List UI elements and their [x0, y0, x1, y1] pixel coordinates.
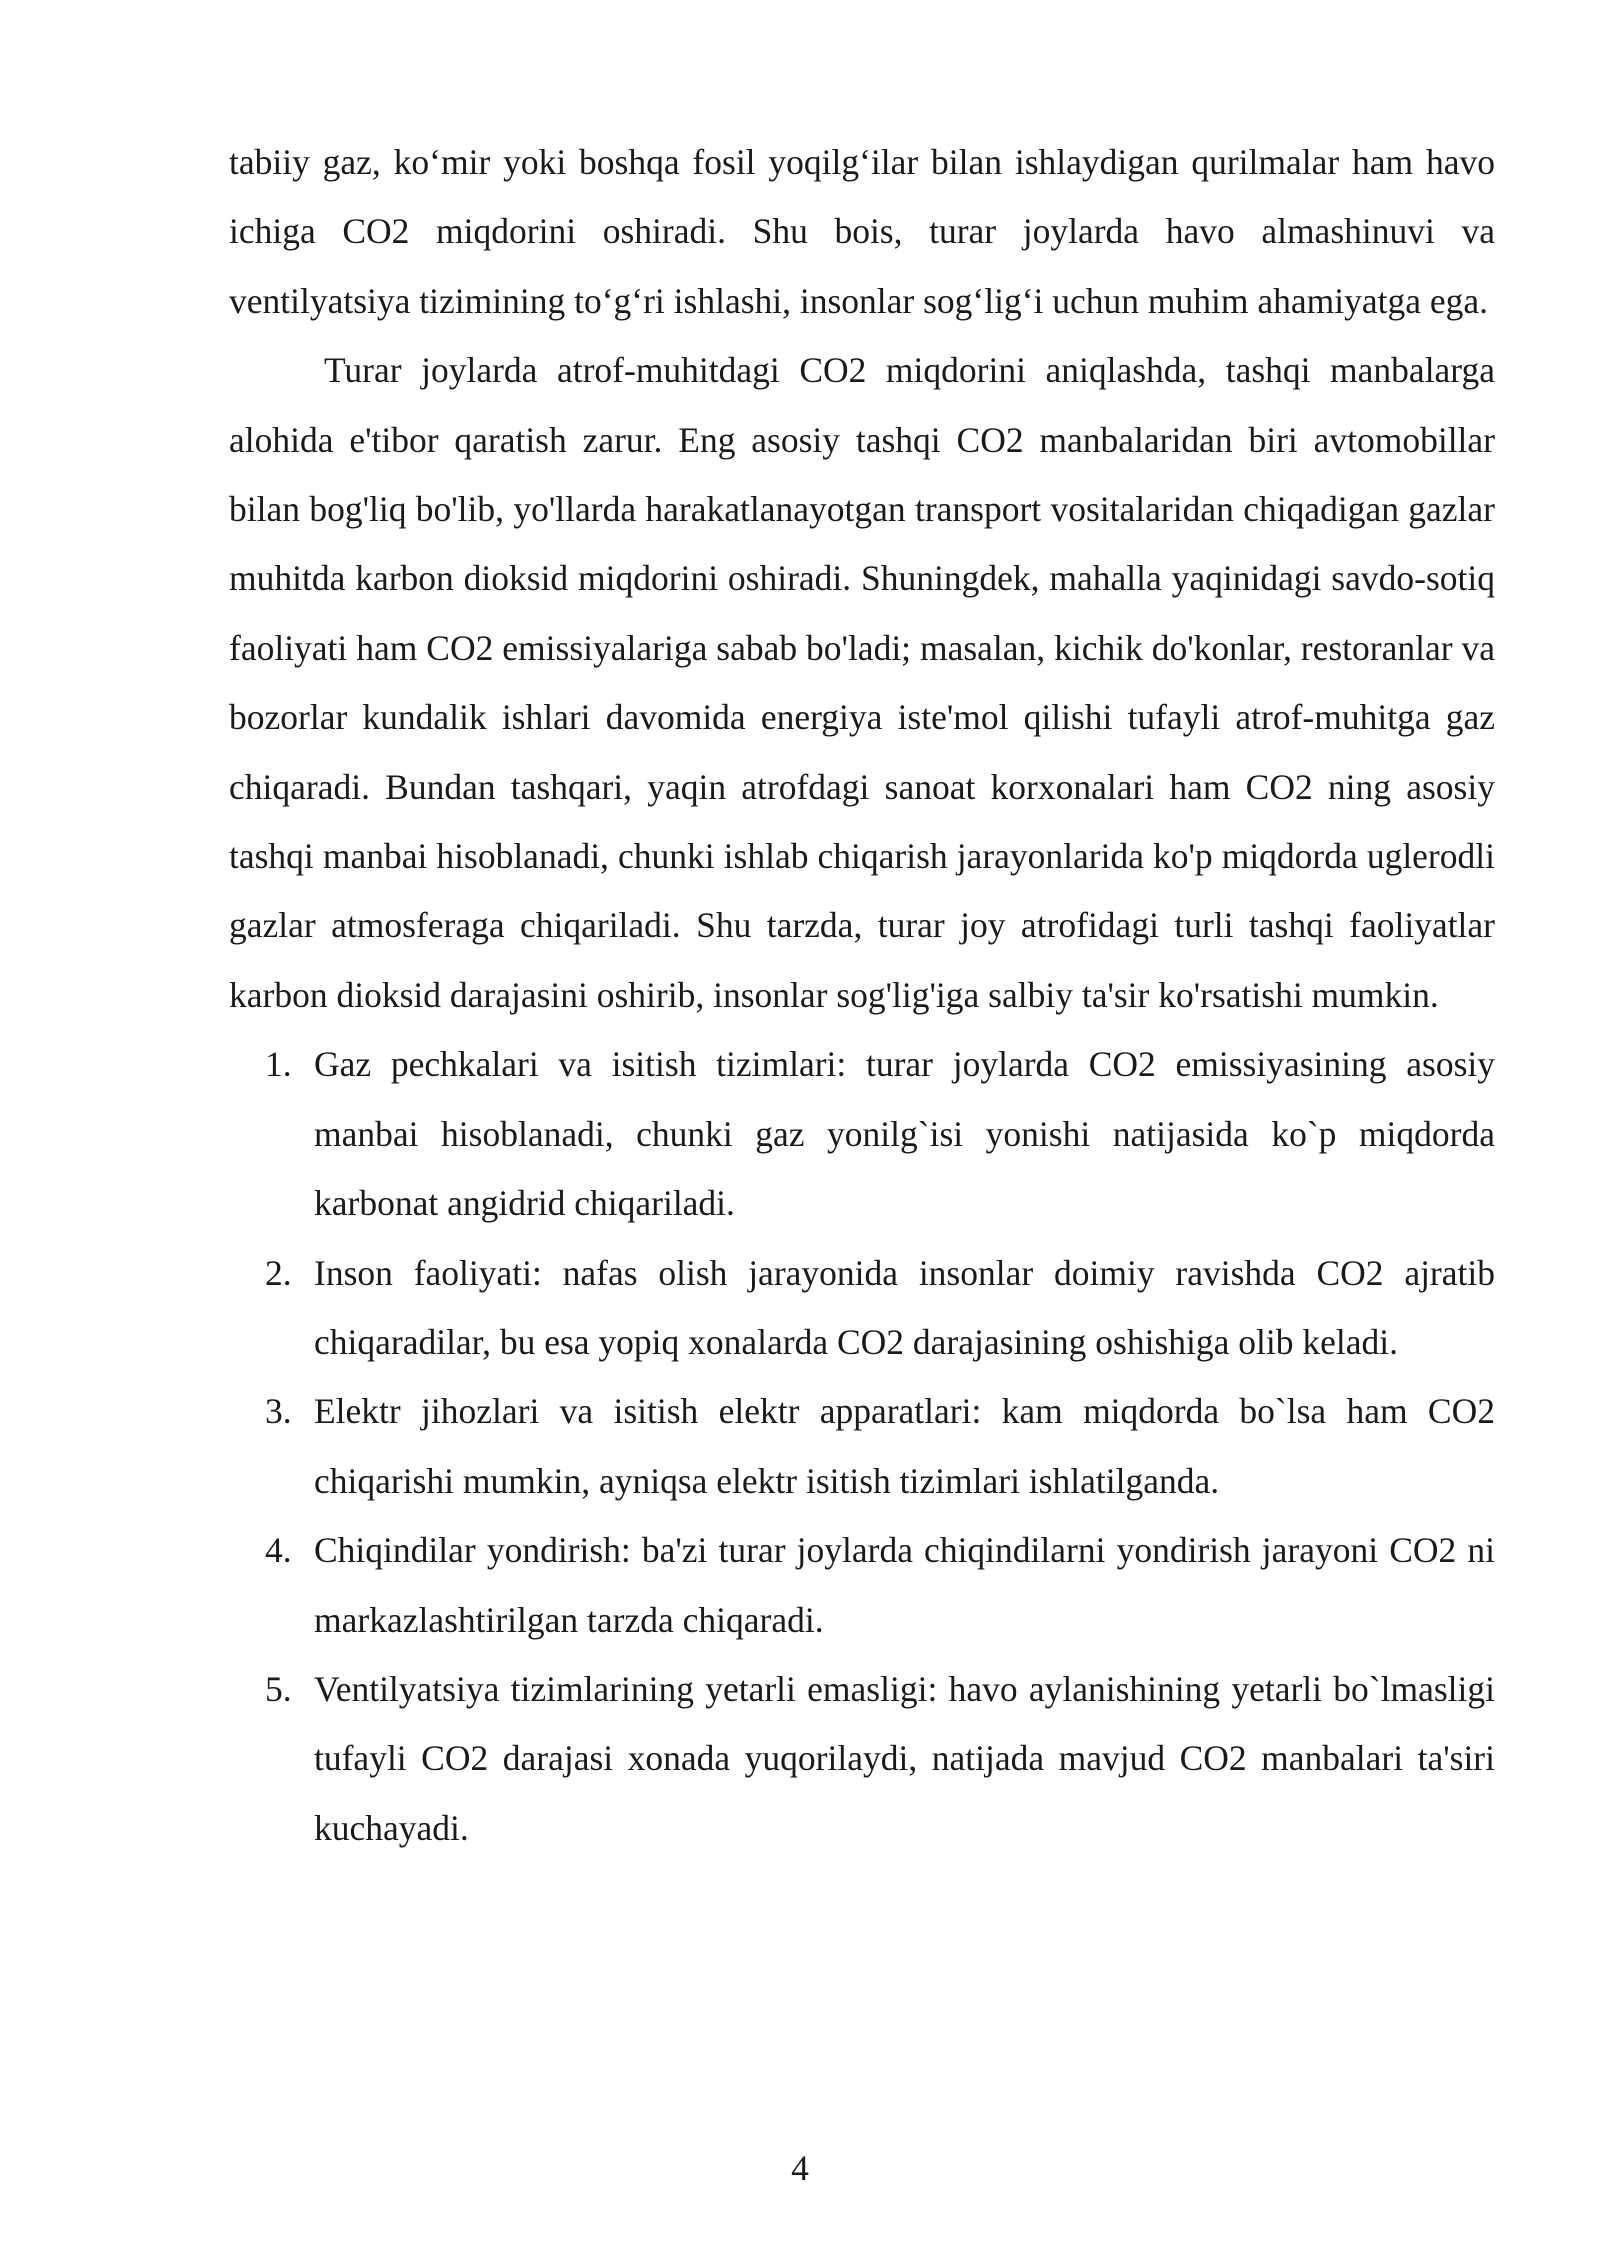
- list-item: [229, 1239, 1495, 1378]
- paragraph-continuation: tabiiy gaz, ko‘mir yoki boshqa fosil yoqilg‘ilar bilan ishlaydigan qurilmalar ham havo ichiga CO2 miqdorini oshiradi. Shu bois, turar joylarda havo almashinuvi va ventilyatsiya tizimining to‘g‘ri ishlashi, insonlar sog‘lig‘i uchun muhim ahamiyatga ega.: [229, 142, 1495, 321]
- list-item-text: Chiqindilar yondirish: ba'zi turar joylarda chiqindilarni yondirish jarayoni CO2 ni markazlashtirilgan tarzda chiqaradi.: [314, 1530, 1495, 1640]
- list-item-number: 5.: [265, 1668, 292, 1709]
- paragraph-external-sources: Turar joylarda atrof-muhitdagi CO2 miqdorini aniqlashda, tashqi manbalarga alohida e'tibor qaratish zarur. Eng asosiy tashqi CO2 manbalaridan biri avtomobillar bilan bog'liq bo'lib, yo'llarda harakatlanayotgan transport vositalaridan chiqadigan gazlar muhitda karbon dioksid miqdorini oshiradi. Shuningdek, mahalla yaqinidagi savdo-sotiq faoliyati ham CO2 emissiyalariga sabab bo'ladi; masalan, kichik do'konlar, restoranlar va bozorlar kundalik ishlari davomida energiya iste'mol qilishi tufayli atrof-muhitga gaz chiqaradi. Bundan tashqari, yaqin atrofdagi sanoat korxonalari ham CO2 ning asosiy tashqi manbai hisoblanadi, chunki ishlab chiqarish jarayonlarida ko'p miqdorda uglerodli gazlar atmosferaga chiqariladi. Shu tarzda, turar joy atrofidagi turli tashqi faoliyatlar karbon dioksid darajasini oshirib, insonlar sog'lig'iga salbiy ta'sir ko'rsatishi mumkin.: [229, 350, 1495, 1015]
- page-content: [229, 128, 1495, 1863]
- list-item: [229, 1030, 1495, 1238]
- list-item-number: 1.: [265, 1044, 292, 1085]
- list-item-number: 4.: [265, 1530, 292, 1571]
- list-item-text: Elektr jihozlari va isitish elektr apparatlari: kam miqdorda bo`lsa ham CO2 chiqarishi mumkin, ayniqsa elektr isitish tizimlari ishlatilganda.: [314, 1391, 1495, 1501]
- list-item: [229, 1655, 1495, 1863]
- list-item-text: Inson faoliyati: nafas olish jarayonida insonlar doimiy ravishda CO2 ajratib chiqaradilar, bu esa yopiq xonalarda CO2 darajasining oshishiga olib keladi.: [314, 1252, 1495, 1362]
- co2-sources-list: [229, 1030, 1495, 1863]
- list-item-text: Ventilyatsiya tizimlarining yetarli emasligi: havo aylanishining yetarli bo`lmasligi tufayli CO2 darajasi xonada yuqorilaydi, natijada mavjud CO2 manbalari ta'siri kuchayadi.: [314, 1668, 1495, 1848]
- list-item-text: Gaz pechkalari va isitish tizimlari: turar joylarda CO2 emissiyasining asosiy manbai hisoblanadi, chunki gaz yonilg`isi yonishi natijasida ko`p miqdorda karbonat angidrid chiqariladi.: [314, 1044, 1495, 1224]
- list-item: [229, 1516, 1495, 1655]
- page-number: 4: [791, 2148, 809, 2188]
- list-item-number: 3.: [265, 1391, 292, 1432]
- list-item: [229, 1377, 1495, 1516]
- list-item-number: 2.: [265, 1252, 292, 1293]
